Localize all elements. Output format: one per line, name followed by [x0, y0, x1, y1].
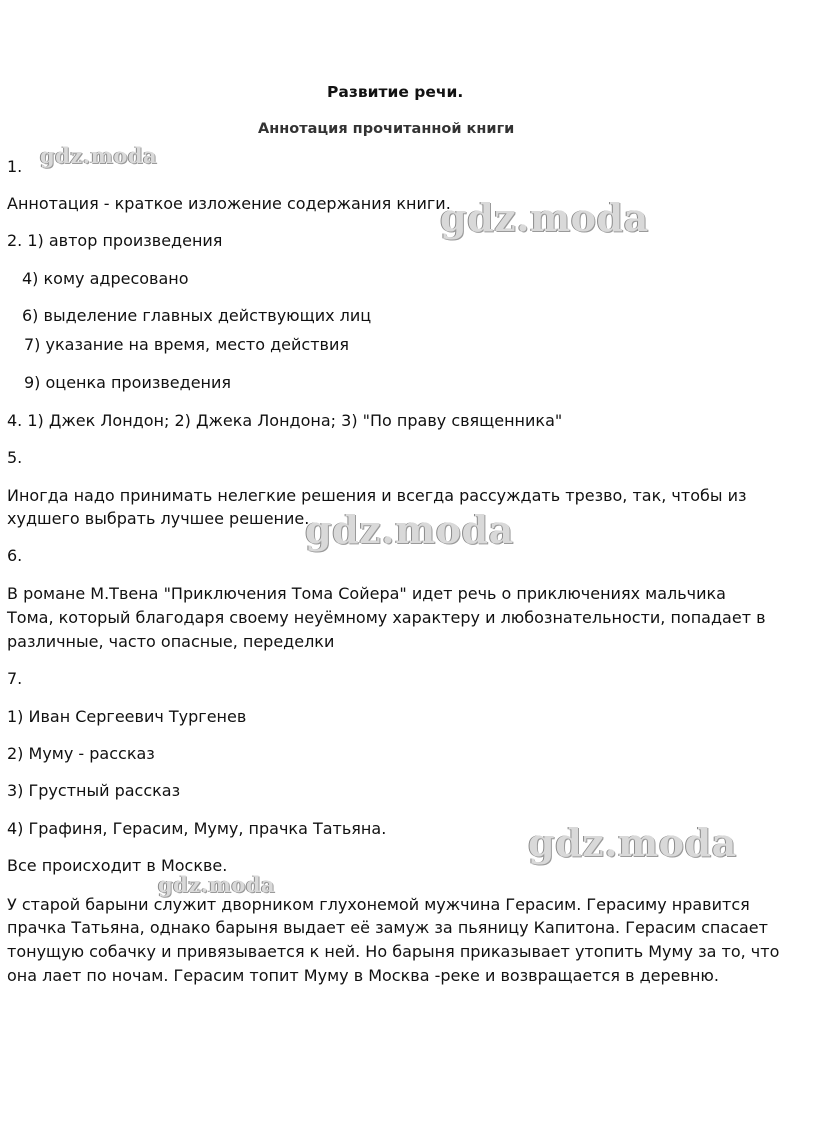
task-7-setting: Все происходит в Москве. — [7, 856, 228, 875]
task-1-answer: Аннотация - краткое изложение содержания книги. — [7, 194, 451, 213]
task-2-item-6: 6) выделение главных действующих лиц — [22, 306, 372, 325]
task-7-item-4: 4) Графиня, Герасим, Муму, прачка Татьяна. — [7, 819, 387, 838]
task-4-answer: 4. 1) Джек Лондон; 2) Джека Лондона; 3) "По праву священника" — [7, 411, 563, 430]
task-7-item-1: 1) Иван Сергеевич Тургенев — [7, 707, 247, 726]
task-6-answer-line-3: различные, часто опасные, переделки — [7, 632, 335, 651]
task-1-number: 1. — [7, 157, 23, 176]
task-2-item-9: 9) оценка произведения — [24, 373, 232, 392]
summary-line-4: она лает по ночам. Герасим топит Муму в Москва -реке и возвращается в деревню. — [7, 966, 719, 985]
watermark: gdz.moda — [158, 872, 276, 897]
task-7-item-2: 2) Муму - рассказ — [7, 744, 155, 763]
document-subtitle: Аннотация прочитанной книги — [258, 121, 515, 137]
task-7-item-3: 3) Грустный рассказ — [7, 781, 181, 800]
task-5-answer-line-1: Иногда надо принимать нелегкие решения и всегда рассуждать трезво, так, чтобы из — [7, 486, 747, 505]
watermark: gdz.moda — [305, 507, 514, 552]
summary-line-1: У старой барыни служит дворником глухонемой мужчина Герасим. Герасиму нравится — [7, 895, 750, 914]
task-2-item-4: 4) кому адресовано — [22, 269, 189, 288]
task-2-item-1: 2. 1) автор произведения — [7, 231, 223, 250]
task-6-answer-line-2: Тома, который благодаря своему неуёмному характеру и любознательности, попадает в — [7, 608, 766, 627]
task-6-number: 6. — [7, 546, 23, 565]
watermark: gdz.moda — [528, 820, 737, 865]
task-5-answer-line-2: худшего выбрать лучшее решение. — [7, 509, 310, 528]
summary-line-3: тонущую собачку и привязывается к ней. Но барыня приказывает утопить Муму за то, что — [7, 942, 780, 961]
task-2-item-7: 7) указание на время, место действия — [24, 335, 349, 354]
task-5-number: 5. — [7, 448, 23, 467]
task-7-number: 7. — [7, 669, 23, 688]
task-6-answer-line-1: В романе М.Твена "Приключения Тома Сойера" идет речь о приключениях мальчика — [7, 584, 726, 603]
watermark: gdz.moda — [440, 195, 649, 240]
summary-line-2: прачка Татьяна, однако барыня выдает её замуж за пьяницу Капитона. Герасим спасает — [7, 918, 768, 937]
document-title: Развитие речи. — [327, 83, 464, 101]
watermark: gdz.moda — [40, 143, 158, 168]
